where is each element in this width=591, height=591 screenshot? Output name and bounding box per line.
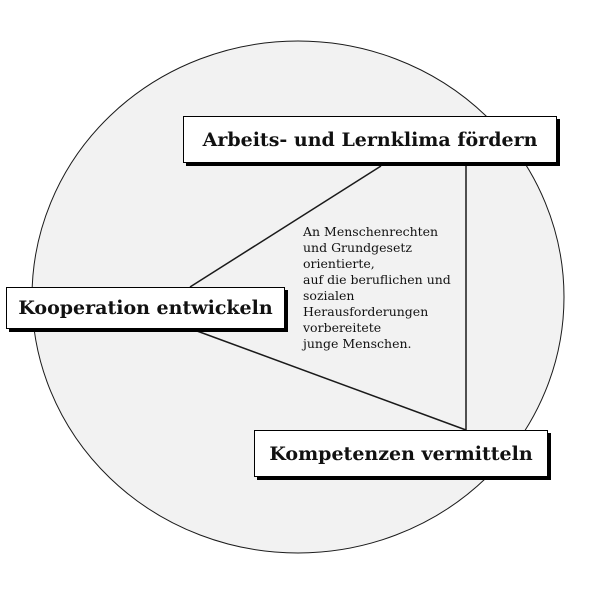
center-text: [303, 224, 478, 352]
left-label: Kooperation entwickeln: [18, 297, 273, 319]
center-text-line: und Grundgesetz: [303, 240, 412, 255]
bottom-label-box: [254, 430, 548, 477]
center-text-line: junge Menschen.: [303, 336, 412, 351]
bottom-label: Kompetenzen vermitteln: [269, 442, 533, 465]
top-label-box: [183, 116, 557, 163]
center-text-line: An Menschenrechten: [303, 224, 439, 239]
center-text-line: sozialen: [303, 288, 355, 303]
center-text-line: orientierte,: [303, 256, 375, 271]
left-label-box: [6, 287, 285, 329]
top-label: Arbeits- und Lernklima fördern: [202, 128, 538, 151]
center-text-line: vorbereitete: [303, 320, 382, 335]
center-text-line: auf die beruflichen und: [303, 272, 451, 287]
center-text-line: Herausforderungen: [303, 304, 429, 319]
